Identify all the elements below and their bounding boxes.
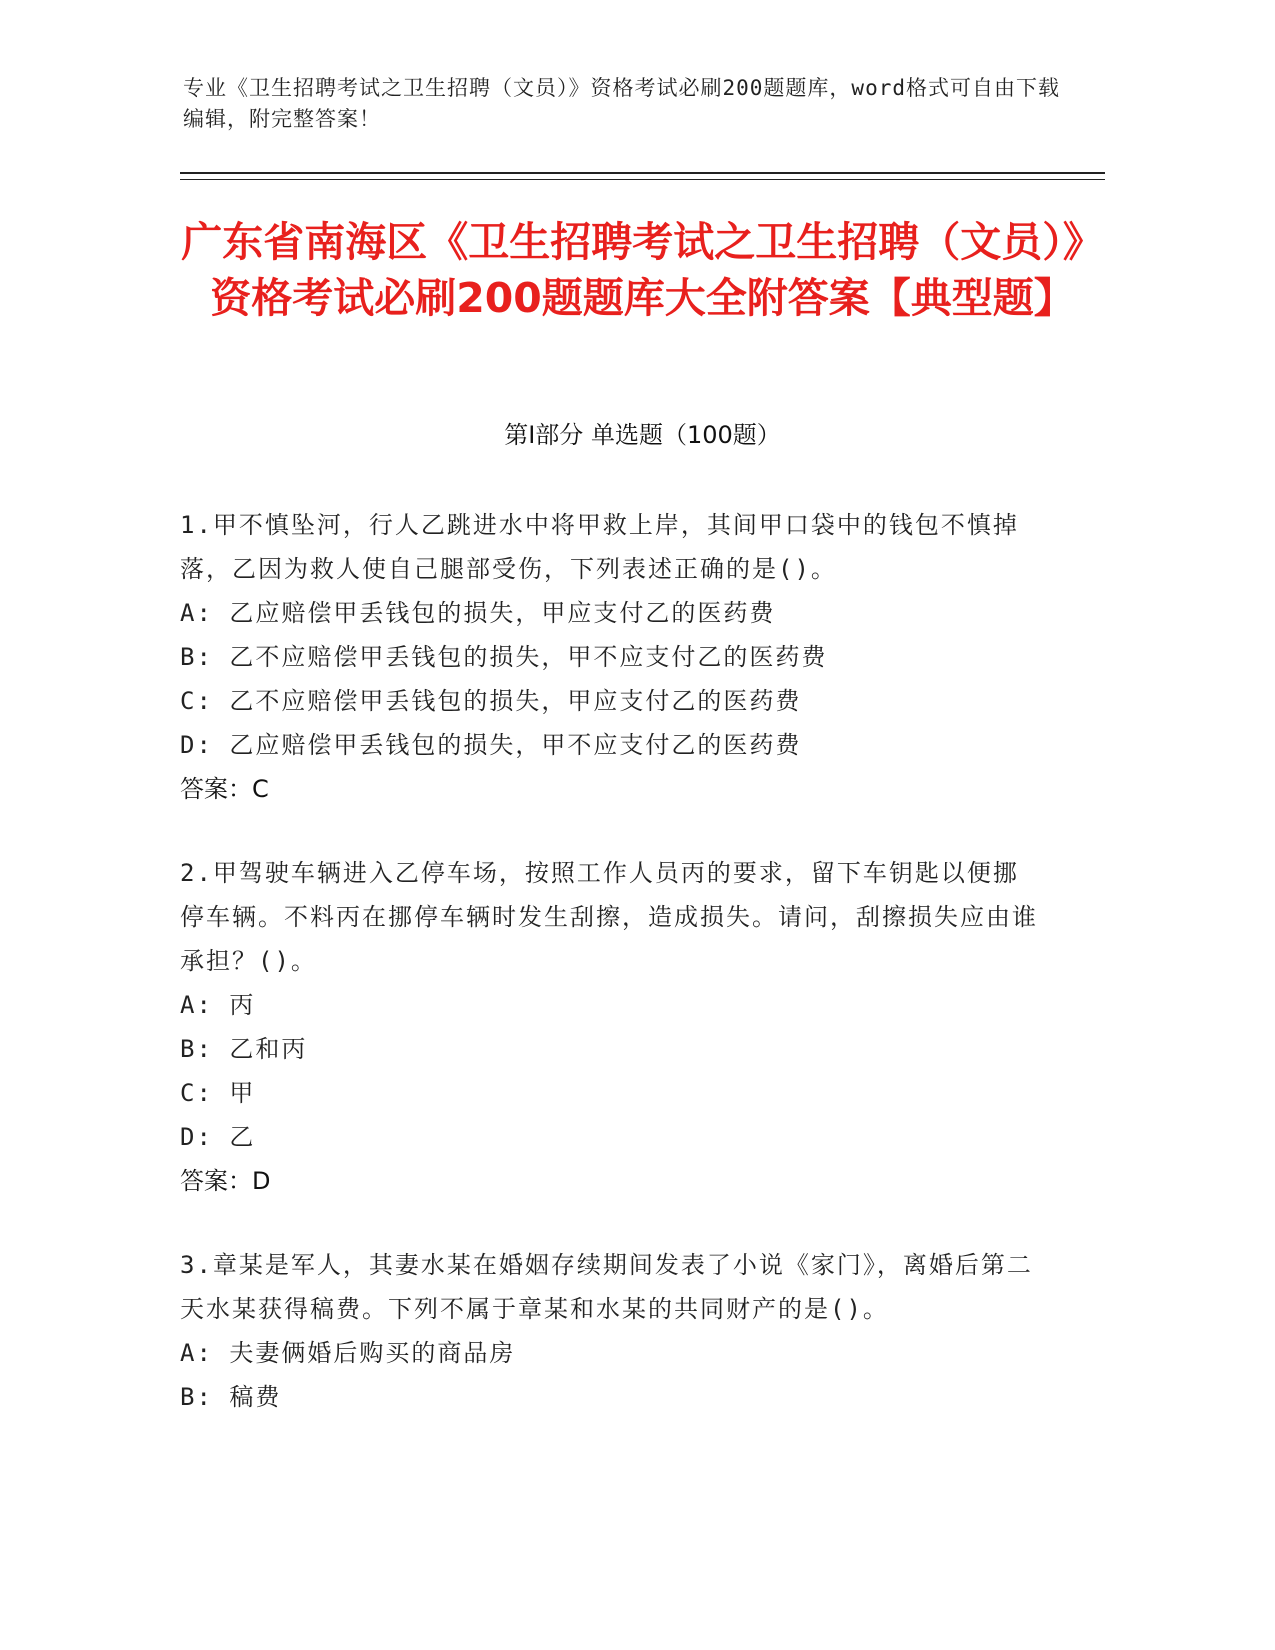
question-answer: 答案：C [180, 775, 269, 803]
header-rule-thick [180, 172, 1105, 174]
question-stem: 3.章某是军人，其妻水某在婚姻存续期间发表了小说《家门》，离婚后第二天水某获得稿费。下列不属于章某和水某的共同财产的是()。 [180, 1251, 1033, 1323]
question-option-c: C: 甲 [180, 1079, 256, 1107]
question-option-a: A: 丙 [180, 991, 256, 1019]
question-3 [180, 1243, 1040, 1419]
question-option-d: D: 乙应赔偿甲丢钱包的损失，甲不应支付乙的医药费 [180, 731, 802, 759]
question-answer: 答案：D [180, 1167, 271, 1195]
question-option-a: A: 夫妻俩婚后购买的商品房 [180, 1339, 516, 1367]
question-option-c: C: 乙不应赔偿甲丢钱包的损失，甲应支付乙的医药费 [180, 687, 802, 715]
question-stem: 2.甲驾驶车辆进入乙停车场，按照工作人员丙的要求，留下车钥匙以便挪停车辆。不料丙在挪停车辆时发生刮擦，造成损失。请问，刮擦损失应由谁承担？()。 [180, 859, 1038, 975]
document-title: 广东省南海区《卫生招聘考试之卫生招聘（文员）》资格考试必刷200题题库大全附答案【典型题】 [181, 218, 1104, 322]
question-option-a: A: 乙应赔偿甲丢钱包的损失，甲应支付乙的医药费 [180, 599, 776, 627]
header-note: 专业《卫生招聘考试之卫生招聘（文员）》资格考试必刷200题题库，word格式可自由下载编辑，附完整答案！ [183, 76, 1060, 131]
question-stem: 1.甲不慎坠河，行人乙跳进水中将甲救上岸，其间甲口袋中的钱包不慎掉落，乙因为救人使自己腿部受伤，下列表述正确的是()。 [180, 511, 1019, 583]
question-option-b: B: 稿费 [180, 1383, 282, 1411]
section-heading: 第Ⅰ部分 单选题（100题） [504, 421, 781, 449]
header-rule-thin [180, 179, 1105, 180]
question-option-b: B: 乙和丙 [180, 1035, 308, 1063]
question-2 [180, 851, 1040, 1203]
question-option-b: B: 乙不应赔偿甲丢钱包的损失，甲不应支付乙的医药费 [180, 643, 828, 671]
question-option-d: D: 乙 [180, 1123, 256, 1151]
question-1 [180, 503, 1040, 811]
